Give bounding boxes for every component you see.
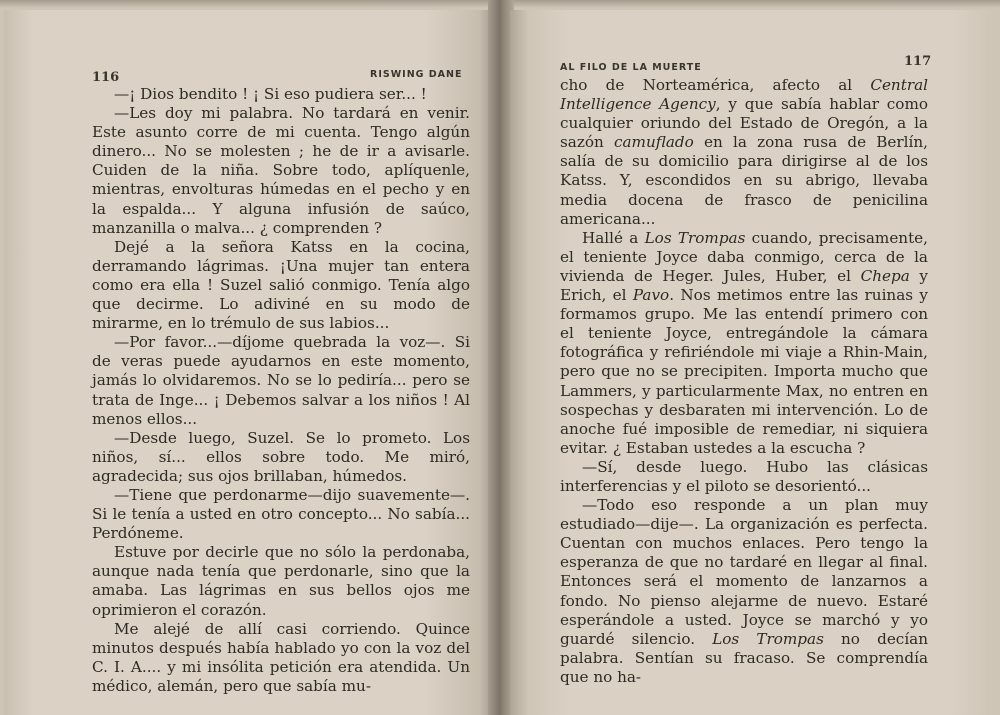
italic-text: Los Trompas — [712, 629, 824, 648]
italic-text: Pavo — [632, 286, 670, 305]
paragraph: —¡ Dios bendito ! ¡ Si eso pudiera ser... ! — [114, 85, 427, 103]
page-body — [92, 85, 470, 696]
page-number: 117 — [904, 54, 932, 69]
text-run: , y que sabía hablar como cualquier oriundo del Estado de Oregón, a la sazón — [560, 95, 928, 152]
paragraph — [560, 76, 928, 229]
running-head: AL FILO DE LA MUERTE — [560, 62, 702, 73]
text-run: —Sí, desde luego. Hubo las clásicas interferencias y el piloto se desorientó... — [560, 457, 928, 495]
right-page — [510, 10, 996, 715]
paragraph: —Desde luego, Suzel. Se lo prometo. Los niños, sí... ellos sobre todo. Me miró, agradecida; sus ojos brillaban, húmedos. — [92, 428, 470, 485]
text-run: cuando, precisamente, el teniente Joyce daba conmigo, cerca de la vivienda de Heger. Jules, Huber, el — [560, 228, 929, 285]
text-run: . Nos metimos entre las ruinas y formamos grupo. Me las entendí primero con el teniente Joyce, entregándole la cámara fotográfica y refiriéndole mi viaje a Rhin-Main, pero que no se precipiten. Importa mucho que Lammers, y particularmente Max, no entren en sospechas y desbaraten mi intervención. Lo de anoche fué imposible de remediar, ni siquiera evitar. ¿ Estaban ustedes a la escucha ? — [560, 286, 928, 457]
text-run: Hallé a — [582, 228, 645, 247]
paragraph: Me alejé de allí casi corriendo. Quince minutos después había hablado yo con la voz del C. I. A.... y mi insólita petición era atendida. Un médico, alemán, pero que sabía mu- — [92, 619, 470, 695]
italic-text: Chepa — [860, 266, 910, 285]
left-page — [4, 10, 492, 715]
italic-text: Los Trompas — [644, 228, 746, 247]
text-run: cho de Norteamérica, afecto al — [560, 76, 871, 94]
text-run: y Erich, el — [560, 266, 928, 305]
paragraph: Estuve por decirle que no sólo la perdonaba, aunque nada tenía que perdonarle, sino que la amaba. Las lágrimas en sus bellos ojos me oprimieron el corazón. — [92, 543, 470, 619]
paragraph — [560, 458, 928, 496]
text-run: no decían palabra. Sentían su fracaso. Se comprendía que no ha- — [560, 629, 929, 686]
paragraph — [560, 229, 928, 458]
paragraph: —Les doy mi palabra. No tardará en venir. Este asunto corre de mi cuenta. Tengo algún dinero... No se molesten ; he de ir a avisarle. Cuiden de la niña. Sobre todo, aplíquenle, mientras, envolturas húmedas en el pecho y en la espalda... Y alguna infusión de saúco, manzanilla o malva... ¿ comprenden ? — [92, 104, 470, 237]
paragraph: —Por favor...—díjome quebrada la voz—. Si de veras puede ayudarnos en este momento, jamás lo olvidaremos. No se lo pediría... pero se trata de Inge... ¡ Debemos salvar a los niños ! Al menos ellos... — [92, 333, 470, 428]
paragraph: —Tiene que perdonarme—dijo suavemente—. Si le tenía a usted en otro concepto... No sabía... Perdóneme. — [92, 485, 470, 543]
running-head: RISWING DANE — [370, 69, 463, 80]
text-run: —Todo eso responde a un plan muy estudiado—dije—. La organización es perfecta. Cuentan con muchos enlaces. Pero tengo la esperanza de que no tardaré en llegar al final. Entonces será el momento de lanzarnos a fondo. No pienso alejarme de nuevo. Estaré esperándole a usted. Joyce se marchó y yo guardé silencio. — [560, 496, 928, 648]
page-body — [560, 76, 928, 687]
paragraph — [560, 496, 928, 687]
italic-text: camuflado — [613, 133, 694, 152]
italic-text: Central Intelligence Agency — [560, 76, 928, 114]
text-run: en la zona rusa de Berlín, salía de su domicilio para dirigirse al de los Katss. Y, escondidos en su abrigo, llevaba media docena de frasco de penicilina americana... — [560, 133, 928, 228]
page-number: 116 — [92, 70, 120, 85]
paragraph: Dejé a la señora Katss en la cocina, derramando lágrimas. ¡Una mujer tan entera como era ella ! Suzel salió conmigo. Tenía algo que decirme. Lo adiviné en su modo de mirarme, en lo trémulo de sus labios... — [92, 237, 470, 333]
